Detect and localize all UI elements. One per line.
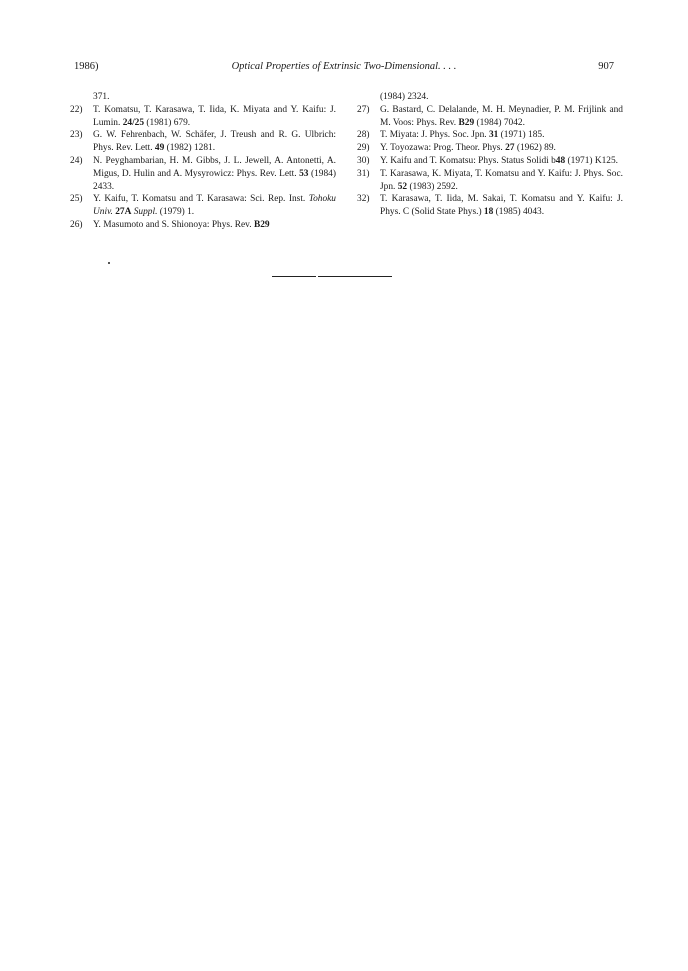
reference-segment: Y. Masumoto and S. Shionoya: Phys. Rev. (93, 219, 254, 230)
reference-segment: (1962) 89. (514, 143, 556, 154)
reference-number: 24) (70, 155, 83, 166)
reference-text (93, 193, 336, 219)
reference-segment: (1985) 4043. (493, 207, 545, 218)
reference-segment: T. Karasawa, T. Iida, M. Sakai, T. Komatsu and Y. Kaifu: J. Phys. C (Solid State Phys.) (380, 194, 623, 218)
end-rule-long (318, 276, 392, 277)
references-left-column (70, 91, 336, 232)
header-title: Optical Properties of Extrinsic Two-Dimensional. . . . (231, 61, 457, 72)
reference-text (93, 104, 336, 130)
reference-number: 30) (357, 155, 370, 166)
italic-text: Tohoku Univ. (93, 194, 336, 218)
reference-segment: (1971) K125. (565, 155, 619, 166)
reference-segment: G. W. Fehrenbach, W. Schäfer, J. Treush and R. G. Ulbrich: Phys. Rev. Lett. (93, 130, 336, 154)
reference-item (357, 104, 623, 130)
reference-segment: (1981) 679. (144, 117, 191, 128)
reference-text (380, 129, 623, 142)
reference-segment: T. Miyata: J. Phys. Soc. Jpn. (380, 130, 489, 141)
volume-number: 27 (505, 143, 515, 154)
reference-number: 25) (70, 194, 83, 205)
volume-number: 52 (397, 181, 408, 192)
reference-item (357, 142, 623, 155)
reference-item (357, 168, 623, 194)
stray-dot (108, 262, 110, 264)
reference-number: 27) (357, 104, 370, 115)
reference-number: 31) (357, 168, 370, 179)
reference-number: 23) (70, 130, 83, 141)
reference-item (70, 219, 336, 232)
reference-segment: T. Karasawa, K. Miyata, T. Komatsu and Y. Kaifu: J. Phys. Soc. Jpn. (380, 168, 623, 192)
reference-item (70, 104, 336, 130)
volume-number: B29 (253, 219, 270, 230)
reference-segment: Y. Kaifu and T. Komatsu: Phys. Status Solidi b (380, 155, 556, 166)
page-number: 907 (598, 61, 614, 72)
reference-item (357, 129, 623, 142)
reference-segment: Y. Kaifu, T. Komatsu and T. Karasawa: Sci. Rep. Inst. (93, 194, 309, 205)
volume-number: 18 (483, 207, 494, 218)
reference-item (70, 129, 336, 155)
reference-item (70, 193, 336, 219)
reference-continuation: 371. (93, 92, 110, 102)
reference-segment: (1983) 2592. (407, 181, 458, 192)
volume-number: 48 (555, 155, 566, 166)
reference-segment: (1982) 1281. (164, 143, 216, 154)
running-header (74, 61, 614, 77)
reference-item (357, 193, 623, 219)
reference-text (380, 155, 623, 168)
reference-number: 26) (70, 219, 83, 230)
reference-text (380, 193, 623, 219)
reference-segment: (1984) 7042. (474, 117, 525, 128)
volume-number: 24/25 (122, 117, 145, 128)
reference-text (93, 219, 336, 232)
volume-number: 31 (488, 130, 499, 141)
reference-segment: N. Peyghambarian, H. M. Gibbs, J. L. Jewell, A. Antonetti, A. Migus, D. Hulin and A. Mysyrowicz: Phys. Rev. Lett. (93, 155, 336, 179)
reference-segment: Y. Toyozawa: Prog. Theor. Phys. (380, 143, 506, 154)
volume-number: 27A (115, 207, 132, 218)
reference-number: 22) (70, 104, 83, 115)
reference-segment: G. Bastard, C. Delalande, M. H. Meynadier, P. M. Frijlink and M. Voos: Phys. Rev. (380, 104, 623, 128)
volume-number: 53 (299, 168, 309, 179)
reference-item (357, 155, 623, 168)
reference-text (93, 155, 336, 193)
reference-item (70, 155, 336, 193)
reference-text (380, 104, 623, 130)
italic-text: Suppl. (133, 207, 158, 218)
header-year: 1986) (74, 61, 99, 72)
end-rule-short (272, 276, 316, 277)
reference-text (380, 142, 623, 155)
reference-segment: T. Komatsu, T. Karasawa, T. Iida, K. Miyata and Y. Kaifu: J. Lumin. (93, 104, 336, 128)
reference-number: 29) (357, 143, 370, 154)
references-right-column (357, 91, 623, 219)
reference-segment: (1971) 185. (498, 130, 545, 141)
volume-number: B29 (458, 117, 475, 128)
reference-number: 28) (357, 130, 370, 141)
reference-continuation: (1984) 2324. (380, 92, 429, 102)
reference-text (93, 129, 336, 155)
reference-segment: (1984) 2433. (93, 168, 336, 192)
volume-number: 49 (154, 143, 165, 154)
reference-segment: (1979) 1. (157, 207, 195, 218)
reference-text (380, 168, 623, 194)
reference-number: 32) (357, 194, 370, 205)
